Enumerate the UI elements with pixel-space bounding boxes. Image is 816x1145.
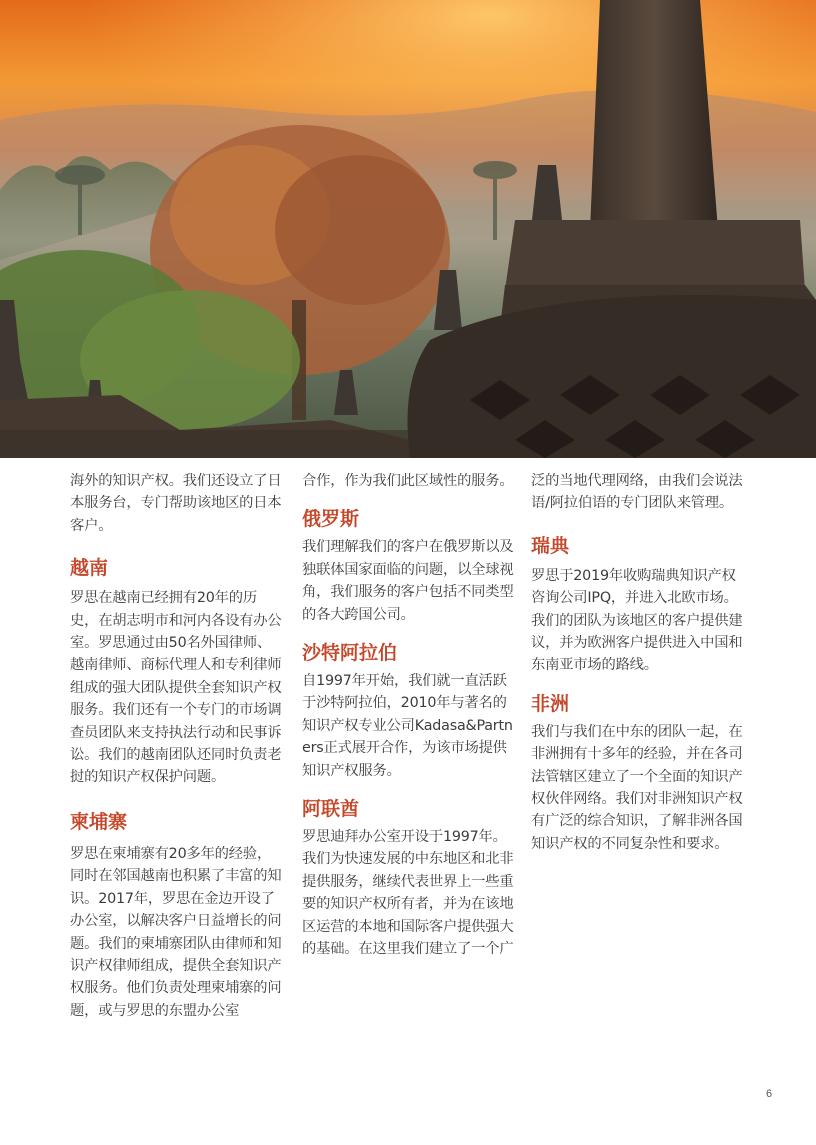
paragraph-uae: 罗思迪拜办公室开设于1997年。我们为快速发展的中东地区和北非提供服务，继续代表世界上一些重要的知识产权所有者，并为在该地区运营的本地和国际客户提供强大的基础。在这里我们建立了一个广 [302,829,514,958]
heading-uae: 阿联酋 [302,798,360,821]
paragraph-cambodia: 罗思在柬埔寨有20多年的经验，同时在邻国越南也积累了丰富的知识。2017年，罗思在金边开设了办公室，以解决客户日益增长的问题。我们的柬埔寨团队由律师和知识产权律师组成，提供全套知识产权服务。他们负责处理柬埔寨的问题，或与罗思的东盟办公室 [70,845,282,1019]
paragraph-regional-service: 合作，作为我们此区域性的服务。 [302,473,514,489]
heading-cambodia: 柬埔寨 [70,810,128,833]
paragraph-africa: 我们与我们在中东的团队一起，在非洲拥有十多年的经验，并在各司法管辖区建立了一个全面的知识产权伙伴网络。我们对非洲知识产权有广泛的综合知识，了解非洲各国知识产权的不同复杂性和要求。 [531,723,743,852]
paragraph-agent-network: 泛的当地代理网络，由我们会说法语/阿拉伯语的专门团队来管理。 [531,473,743,512]
heading-africa: 非洲 [531,692,570,715]
paragraph-saudi-arabia: 自1997年开始，我们就一直活跃于沙特阿拉伯，2010年与著名的知识产权专业公司Kadasa&Partners正式展开合作，为该市场提供知识产权服务。 [302,673,513,779]
paragraph-japan-desk: 海外的知识产权。我们还设立了日本服务台，专门帮助该地区的日本客户。 [70,473,282,534]
heading-sweden: 瑞典 [531,534,570,557]
paragraph-russia: 我们理解我们的客户在俄罗斯以及独联体国家面临的问题，以全球视角，我们服务的客户包括不同类型的各大跨国公司。 [302,539,514,623]
paragraph-sweden: 罗思于2019年收购瑞典知识产权咨询公司IPQ，并进入北欧市场。我们的团队为该地区的客户提供建议，并为欧洲客户提供进入中国和东南亚市场的路线。 [531,567,743,674]
heading-vietnam: 越南 [70,557,109,580]
heading-saudi-arabia: 沙特阿拉伯 [302,642,398,665]
text-column-3 [531,470,745,855]
text-column-1 [70,470,284,1022]
paragraph-vietnam: 罗思在越南已经拥有20年的历史，在胡志明市和河内各设有办公室。罗思通过由50名外国律师、越南律师、商标代理人和专利律师组成的强大团队提供全套知识产权服务。我们还有一个专门的市场调查员团队来支持执法行动和民事诉讼。我们的越南团队还同时负责老挝的知识产权保护问题。 [70,590,282,786]
page-number: 6 [766,1088,773,1100]
heading-russia: 俄罗斯 [302,508,360,531]
text-column-2 [302,470,516,961]
hero-photo [0,0,816,458]
temple-sunrise-illustration [0,0,816,458]
